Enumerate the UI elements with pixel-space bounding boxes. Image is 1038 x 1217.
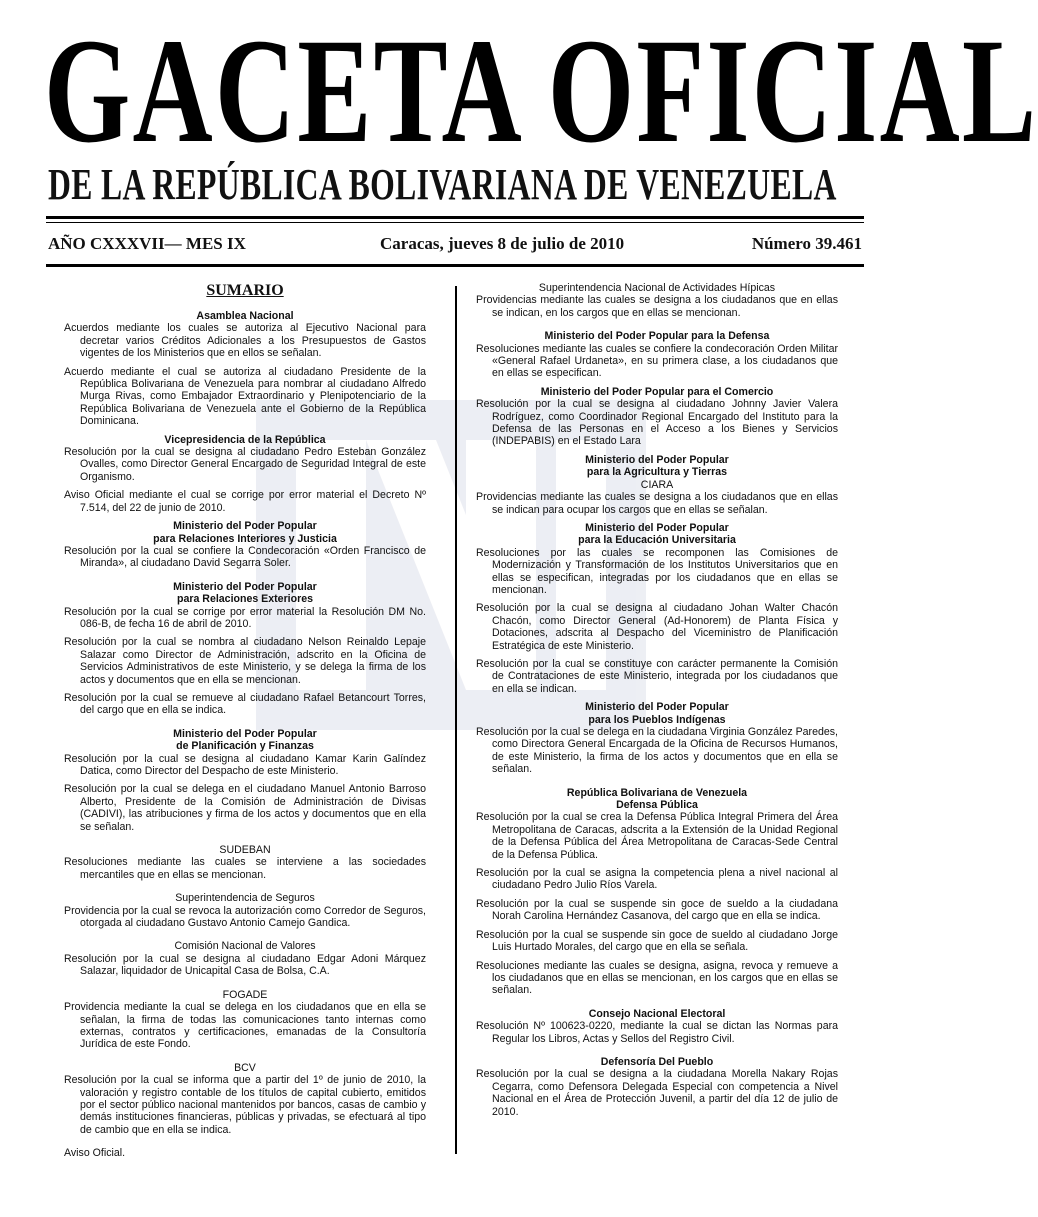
summary-item: Providencias mediante las cuales se designa a los ciudadanos que en ellas se indican, en los cargos que en ellas se mencionan. — [476, 294, 838, 319]
summary-item: Providencia por la cual se revoca la autorización como Corredor de Seguros, otorgada al ciudadano Gustavo Antonio Camejo Gandica. — [64, 904, 426, 930]
summary-item: Acuerdos mediante los cuales se autoriza al Ejecutivo Nacional para decretar varios Créditos Adicionales a los Presupuestos de Gastos vigentes de los Ministerios que en ellos se señalan. — [64, 322, 426, 360]
section-heading: Vicepresidencia de la República — [164, 433, 326, 446]
summary-item: Resolución por la cual se suspende sin goce de sueldo al ciudadano Jorge Luis Hurtado Morales, del cargo que en ella se señala. — [476, 928, 838, 954]
top-rule-thin — [46, 222, 864, 223]
summary-item: Resolución por la cual se designa al ciudadano Edgar Adoni Márquez Salazar, liquidador de Unicapital Casa de Bolsa, C.A. — [64, 952, 426, 978]
section-heading: Defensa Pública — [616, 799, 698, 812]
section-heading: Defensoría Del Pueblo — [600, 1055, 714, 1068]
section-subheading: SUDEBAN — [219, 844, 271, 857]
summary-item: Resolución por la cual se delega en el ciudadano Manuel Antonio Barroso Alberto, Presidente de la Comisión de Administración de Divisas (CADIVI), las atribuciones y firma de los actos y documentos que en ella se señalan. — [64, 783, 426, 833]
summary-item: Resolución por la cual se designa a la ciudadana Morella Nakary Rojas Cegarra, como Defensora Delegada Especial con competencia a Nivel Nacional en el Área de Protección Juvenil, a partir del día 12 de julio de 2010. — [476, 1068, 838, 1118]
section-heading: para Relaciones Interiores y Justicia — [153, 532, 337, 545]
summary-item: Resoluciones por las cuales se recomponen las Comisiones de Modernización y Transformación de los Institutos Universitarios que en ellas se especifican, integradas por los ciudadanos que en ellas se mencionan. — [476, 546, 838, 596]
section-subheading: Superintendencia Nacional de Actividades Hípicas — [538, 282, 776, 294]
summary-item: Resolución por la cual se designa al ciudadano Johan Walter Chacón Chacón, como Director General (Ad-Honorem) de Planta Física y Dotaciones, adscrita al Despacho del Viceministro de Planificación Estratégica de este Ministerio. — [476, 602, 838, 652]
sumario-left-column — [64, 282, 426, 1166]
section-subheading: Superintendencia de Seguros — [175, 892, 315, 905]
summary-item: Resolución por la cual se suspende sin goce de sueldo a la ciudadana Norah Carolina Hernández Casanova, del cargo que en ella se indica. — [476, 897, 838, 923]
issue-year: AÑO CXXXVII— MES IX — [48, 234, 246, 253]
summary-item: Resolución por la cual se crea la Defensa Pública Integral Primera del Área Metropolitana de Caracas, adscrita a la Extensión de la Unidad Regional de la Defensa Pública del Área Metropolitana de Caracas-Sede Central de la Defensa Pública. — [476, 811, 838, 861]
section-heading: para la Educación Universitaria — [578, 534, 736, 547]
masthead-title: GACETA OFICIAL — [44, 8, 1038, 174]
summary-item: Resolución por la cual se designa al ciudadano Pedro Esteban González Ovalles, como Director General Encargado de Seguridad Integral de este Organismo. — [64, 446, 426, 483]
section-heading: Ministerio del Poder Popular — [173, 727, 317, 740]
summary-item: Resolución por la cual se informa que a partir del 1º de junio de 2010, la valoración y registro contable de los títulos de capital cubierto, emitidos por el sector público nacional mantenidos por bancos, casas de cambio y demás instituciones financieras, públicas y privadas, se efectuará al tipo de cambio que en ella se indica. — [64, 1074, 426, 1136]
section-heading: Asamblea Nacional — [196, 310, 294, 322]
summary-item: Resoluciones mediante las cuales se confiere la condecoración Orden Militar «General Rafael Urdaneta», en su primera clase, a los ciudadanos que en ellas se especifican. — [476, 342, 838, 380]
summary-item: Resolución por la cual se designa al ciudadano Kamar Karin Galíndez Datica, como Director del Despacho de este Ministerio. — [64, 752, 426, 777]
summary-item: Providencias mediante las cuales se designa a los ciudadanos que en ellas se indican para ocupar los cargos que en ellas se señalan. — [476, 491, 838, 516]
section-subheading: FOGADE — [222, 988, 268, 1001]
issue-date: Caracas, jueves 8 de julio de 2010 — [380, 234, 625, 253]
section-heading: para Relaciones Exteriores — [176, 593, 314, 606]
section-subheading: Comisión Nacional de Valores — [174, 940, 316, 953]
issue-number: Número 39.461 — [751, 234, 862, 253]
column-divider — [455, 286, 457, 1154]
section-heading: Consejo Nacional Electoral — [588, 1007, 726, 1020]
section-subheading: CIARA — [640, 478, 674, 491]
issue-info-line — [46, 234, 864, 258]
section-heading: Ministerio del Poder Popular — [585, 701, 729, 714]
top-rule — [46, 216, 864, 219]
summary-item: Resolución por la cual se corrige por error material la Resolución DM No. 086-B, de fecha 16 de abril de 2010. — [64, 605, 426, 630]
summary-item: Aviso Oficial. — [64, 1147, 126, 1160]
sumario-title: SUMARIO — [206, 282, 284, 299]
masthead-subtitle: DE LA REPÚBLICA BOLIVARIANA DE VENEZUELA — [48, 160, 837, 209]
section-heading: Ministerio del Poder Popular — [585, 521, 729, 534]
summary-item: Resolución Nº 100623-0220, mediante la cual se dictan las Normas para Regular los Libros, Actas y Sellos del Registro Civil. — [476, 1020, 838, 1045]
section-heading: para la Agricultura y Tierras — [586, 466, 728, 479]
summary-item: Aviso Oficial mediante el cual se corrige por error material el Decreto Nº 7.514, del 22 de junio de 2010. — [64, 489, 426, 514]
section-heading: para los Pueblos Indígenas — [588, 713, 726, 726]
summary-item: Resoluciones mediante las cuales se designa, asigna, revoca y remueve a los ciudadanos que en ellas se mencionan, en los cargos que en ellas se señalan. — [476, 959, 838, 997]
section-heading: República Bolivariana de Venezuela — [566, 786, 748, 799]
section-heading: Ministerio del Poder Popular para el Comercio — [540, 385, 774, 398]
section-heading: Ministerio del Poder Popular — [173, 520, 317, 533]
summary-item: Resolución por la cual se confiere la Condecoración «Orden Francisco de Miranda», al ciudadano David Segarra Soler. — [64, 544, 426, 570]
sumario-right-column — [476, 282, 838, 1124]
summary-item: Resolución por la cual se asigna la competencia plena a nivel nacional al ciudadano Pedro Julio Ríos Varela. — [476, 867, 838, 892]
section-heading: Ministerio del Poder Popular para la Defensa — [544, 330, 770, 343]
summary-item: Resolución por la cual se designa al ciudadano Johnny Javier Valera Rodríguez, como Coordinador Regional Encargado del Instituto para la Defensa de las Personas en el Acceso a los Bienes y Servicios (INDEPABIS) en el Estado Lara — [476, 398, 838, 448]
summary-item: Resolución por la cual se constituye con carácter permanente la Comisión de Contrataciones de este Ministerio, integrada por los ciudadanos que en ella se indican. — [476, 657, 838, 695]
section-heading: Ministerio del Poder Popular — [585, 453, 729, 466]
summary-item: Resoluciones mediante las cuales se interviene a las sociedades mercantiles que en ellas se mencionan. — [64, 856, 426, 881]
summary-item: Resolución por la cual se nombra al ciudadano Nelson Reinaldo Lepaje Salazar como Director de Administración, adscrito en la Oficina de Servicios Administrativos de este Ministerio, y se delega la firma de los actos y documentos que en ella se mencionan. — [64, 636, 426, 686]
section-subheading: BCV — [234, 1061, 256, 1074]
summary-item: Providencia mediante la cual se delega en los ciudadanos que en ella se señalan, la firma de todas las comunicaciones tanto internas como externas, contratos y certificaciones, emanadas de la Consultoría Jurídica de este Fondo. — [64, 1001, 426, 1051]
summary-item: Acuerdo mediante el cual se autoriza al ciudadano Presidente de la República Bolivariana de Venezuela para nombrar al ciudadano Alfredo Murga Rivas, como Embajador Extraordinario y Plenipotenciario de la República Bolivariana de Venezuela ante el Gobierno de la República Dominicana. — [64, 365, 426, 428]
header-bottom-rule — [46, 264, 864, 267]
section-heading: de Planificación y Finanzas — [176, 740, 314, 753]
section-heading: Ministerio del Poder Popular — [173, 580, 317, 593]
summary-item: Resolución por la cual se delega en la ciudadana Virginia González Paredes, como Directora General Encargada de la Oficina de Recursos Humanos, de este Ministerio, la firma de los actos y documentos que en ella se señalan. — [476, 726, 838, 776]
summary-item: Resolución por la cual se remueve al ciudadano Rafael Betancourt Torres, del cargo que en ella se indica. — [64, 691, 426, 717]
